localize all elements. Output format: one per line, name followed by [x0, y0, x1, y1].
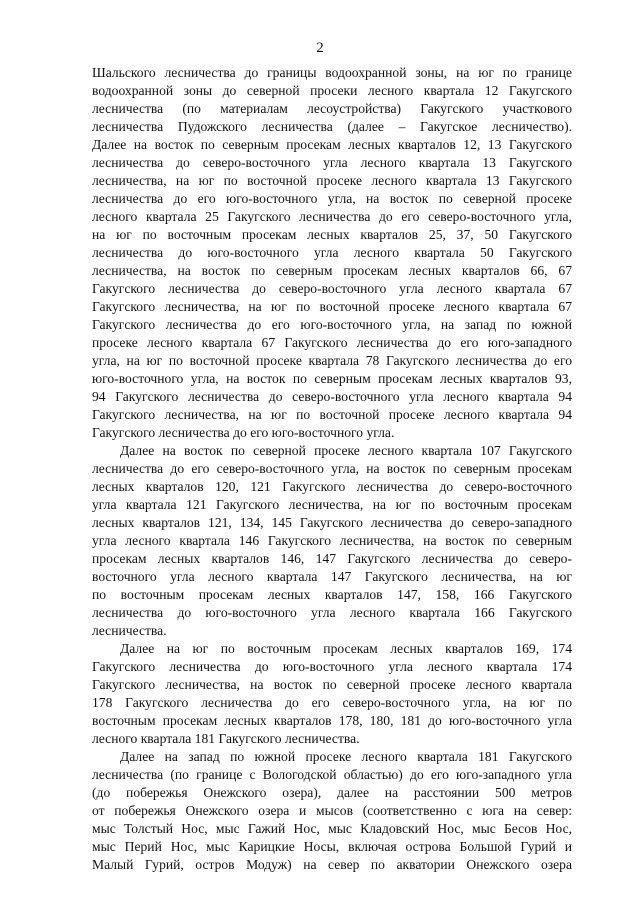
text-line: лесного квартала 181 Гакугского лесничества.: [92, 731, 360, 746]
text-line: Гакугского лесничества до его юго-восточного угла.: [92, 425, 395, 440]
text-line: Гакугского лесничества до его юго-восточного угла, на запад по южной: [92, 317, 572, 332]
text-line: угла квартала 121 Гакугского лесничества, на юг по восточным просекам: [92, 497, 572, 512]
text-line: Малый Гурий, остров Модуж) на север по акватории Онежского озера: [92, 857, 572, 872]
text-line: Гакугского лесничества, на юг по восточной просеке лесного квартала 94: [92, 407, 572, 422]
text-line: лесничества (по границе с Вологодской областью) до его юго-западного угла: [92, 767, 572, 782]
text-line: лесничества до его юго-восточного угла, на восток по северной просеке: [92, 191, 572, 206]
text-line: лесничества Пудожского лесничества (далее – Гакугское лесничество).: [92, 119, 572, 134]
text-line: лесничества до его северо-восточного угла, на восток по северным просекам: [92, 461, 572, 476]
text-line: угла лесного квартала 146 Гакугского лесничества, на восток по северным: [92, 533, 572, 548]
text-line: 94 Гакугского лесничества до северо-восточного угла лесного квартала 94: [92, 389, 572, 404]
text-line: лесных кварталов 121, 134, 145 Гакугского лесничества до северо-западного: [92, 515, 572, 530]
text-line: по восточным просекам лесных кварталов 147, 158, 166 Гакугского: [92, 587, 572, 602]
text-line: Гакугского лесничества до юго-восточного угла лесного квартала 174: [92, 659, 572, 674]
paragraph: [92, 442, 572, 640]
text-line: Далее на восток по северной просеке лесного квартала 107 Гакугского: [120, 443, 572, 458]
text-line: восточного угла лесного квартала 147 Гакугского лесничества, на юг: [92, 569, 572, 584]
text-line: лесного квартала 25 Гакугского лесничества до его северо-восточного угла,: [92, 209, 572, 224]
text-line: лесничества, на восток по северным просекам лесных кварталов 66, 67: [92, 263, 572, 278]
paragraph: [92, 640, 572, 748]
paragraph: [92, 64, 572, 442]
text-line: Гакугского лесничества до северо-восточного угла лесного квартала 67: [92, 281, 572, 296]
text-line: 178 Гакугского лесничества до его северо-восточного угла, на юг по: [92, 695, 572, 710]
text-line: Далее на восток по северным просекам лесных кварталов 12, 13 Гакугского: [92, 137, 572, 152]
text-line: юго-восточного угла, на восток по северным просекам лесных кварталов 93,: [92, 371, 572, 386]
text-line: мыс Перий Нос, мыс Карицкие Носы, включая острова Большой Гурий и: [92, 839, 572, 854]
text-line: Гакугского лесничества, на юг по восточной просеке лесного квартала 67: [92, 299, 572, 314]
text-line: мыс Толстый Нос, мыс Гажий Нос, мыс Кладовский Нос, мыс Бесов Нос,: [92, 821, 572, 836]
text-line: просеке лесного квартала 67 Гакугского лесничества до его юго-западного: [92, 335, 572, 350]
text-line: угла, на юг по восточной просеке квартала 78 Гакугского лесничества до его: [92, 353, 572, 368]
text-line: Далее на юг по восточным просекам лесных кварталов 169, 174: [120, 641, 572, 656]
text-line: Шальского лесничества до границы водоохранной зоны, на юг по границе: [92, 65, 572, 80]
paragraph: [92, 748, 572, 874]
document-body: [92, 64, 572, 874]
text-line: Гакугского лесничества, на восток по северной просеке лесного квартала: [92, 677, 572, 692]
page-number: 2: [316, 40, 324, 56]
text-line: лесничества до северо-восточного угла лесного квартала 13 Гакугского: [92, 155, 572, 170]
text-line: Далее на запад по южной просеке лесного квартала 181 Гакугского: [120, 749, 572, 764]
text-line: лесничества до юго-восточного угла лесного квартала 166 Гакугского: [92, 605, 572, 620]
text-line: лесничества до юго-восточного угла лесного квартала 50 Гакугского: [92, 245, 572, 260]
text-line: просекам лесных кварталов 146, 147 Гакугского лесничества до северо-: [92, 551, 572, 566]
text-line: лесничества (по материалам лесоустройства) Гакугского участкового: [92, 101, 572, 116]
text-line: на юг по восточным просекам лесных кварталов 25, 37, 50 Гакугского: [92, 227, 572, 242]
text-line: от побережья Онежского озера и мысов (соответственно с юга на север:: [92, 803, 572, 818]
text-line: восточным просекам лесных кварталов 178, 180, 181 до юго-восточного угла: [92, 713, 572, 728]
text-line: водоохранной зоны до северной просеки лесного квартала 12 Гакугского: [92, 83, 572, 98]
text-line: лесничества, на юг по восточной просеке лесного квартала 13 Гакугского: [92, 173, 572, 188]
text-line: (до побережья Онежского озера), далее на расстоянии 500 метров: [92, 785, 572, 800]
text-line: лесничества.: [92, 623, 167, 638]
text-line: лесных кварталов 120, 121 Гакугского лесничества до северо-восточного: [92, 479, 572, 494]
